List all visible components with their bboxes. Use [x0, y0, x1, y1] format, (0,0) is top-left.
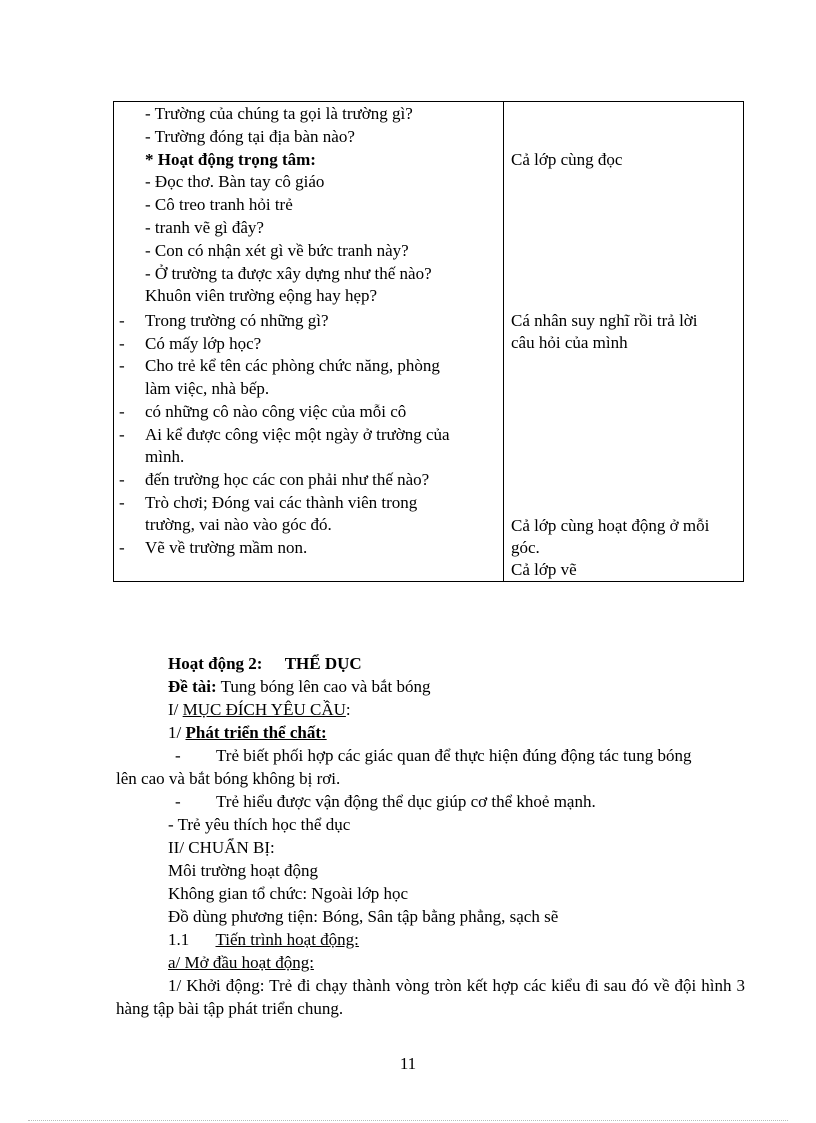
goal-title: MỤC ĐÍCH YÊU CẦU — [182, 700, 346, 719]
question-line: - Ở trường ta được xây dựng như thế nào? — [145, 263, 432, 283]
response-whole-class-read: Cả lớp cùng đọc — [511, 150, 623, 169]
warmup-paragraph: 1/ Khởi động: Trẻ đi chạy thành vòng tròn kết hợp các kiểu đi sau đó về đội hình 3 hàng tập bài tập phát triển chung. — [116, 976, 745, 1018]
topic-label: Đề tài: — [168, 677, 217, 696]
response-individual-1: Cá nhân suy nghĩ rồi trả lời — [511, 311, 698, 330]
question-line: - tranh vẽ gì đây? — [145, 218, 264, 237]
question-line: - Cô treo tranh hỏi trẻ — [145, 195, 293, 215]
goal-prefix: I/ — [168, 700, 183, 719]
bullet-text: Cho trẻ kể tên các phòng chức năng, phòng — [145, 356, 440, 376]
topic-value: Tung bóng lên cao và bắt bóng — [216, 677, 431, 696]
response-corner-2: góc. — [511, 538, 540, 557]
bullet-text: Ai kể được công việc một ngày ở trường của — [145, 424, 450, 444]
bullet1-continuation: lên cao và bắt bóng không bị rơi. — [116, 769, 341, 788]
bullet3-text: - Trẻ yêu thích học thể dục — [168, 815, 351, 834]
bullet-text: Trong trường có những gì? — [145, 311, 329, 330]
bullet2-text: Trẻ hiểu được vận động thể dục giúp cơ thể khoẻ mạnh. — [216, 792, 596, 811]
bullet-text: có những cô nào công việc của mỗi cô — [145, 401, 407, 421]
goal-suffix: : — [345, 700, 351, 719]
bullet-text: Trò chơi; Đóng vai các thành viên trong — [145, 492, 418, 512]
bullet-text: trường, vai nào vào góc đó. — [145, 515, 332, 535]
bullet-dash: - — [119, 356, 125, 376]
response-draw: Cả lớp vẽ — [511, 560, 577, 579]
bullet-dash: - — [119, 538, 125, 557]
process-heading — [168, 929, 359, 951]
bullet-dash: - — [119, 469, 125, 489]
activity-label: Hoạt động 2: — [168, 654, 263, 673]
goal-heading — [168, 699, 351, 721]
question-line: - Trường của chúng ta gọi là trường gì? — [145, 104, 413, 123]
bullet-dash: - — [119, 492, 125, 512]
bullet-dash: - — [119, 333, 125, 353]
tools-text: Đồ dùng phương tiện: Bóng, Sân tập bằng phẳng, sạch sẽ — [168, 907, 559, 926]
physical-heading — [168, 722, 327, 744]
space-text: Không gian tổ chức: Ngoài lớp học — [168, 884, 409, 903]
page-number: 11 — [399, 1054, 417, 1073]
opening-title: a/ Mở đầu hoạt động: — [168, 953, 314, 972]
response-individual-2: câu hỏi của mình — [511, 333, 628, 352]
activity-name: THỂ DỤC — [284, 654, 362, 673]
question-line: - Con có nhận xét gì về bức tranh này? — [145, 240, 409, 260]
process-title: Tiến trình hoạt động: — [215, 930, 359, 949]
environment-text: Môi trường hoạt động — [168, 861, 318, 880]
bullet2-dash: - — [175, 792, 181, 811]
bullet-dash: - — [119, 401, 125, 421]
column-divider — [503, 102, 504, 581]
process-number: 1.1 — [168, 930, 190, 949]
question-line: - Trường đóng tại địa bàn nào? — [145, 126, 355, 146]
bullet1-dash: - — [175, 746, 181, 765]
bullet1-first-line: Trẻ biết phối hợp các giác quan để thực hiện đúng động tác tung bóng — [216, 746, 692, 765]
prep-heading: II/ CHUẨN BỊ: — [168, 838, 275, 857]
question-line: Khuôn viên trường eộng hay hẹp? — [145, 286, 378, 306]
footer-rule — [28, 1120, 788, 1121]
opening-heading — [168, 952, 314, 974]
question-line: * Hoạt động trọng tâm: — [145, 149, 316, 169]
activity-heading — [168, 653, 362, 675]
topic-line — [168, 676, 431, 698]
bullet-dash: - — [119, 424, 125, 444]
bullet-text: mình. — [145, 447, 185, 467]
bullet-text: Có mấy lớp học? — [145, 333, 262, 353]
question-line: - Đọc thơ. Bàn tay cô giáo — [145, 172, 325, 192]
bullet-dash: - — [119, 311, 125, 330]
physical-title: Phát triển thể chất: — [185, 723, 327, 742]
bullet-text: Vẽ về trường mầm non. — [145, 538, 308, 557]
bullet-text: đến trường học các con phải như thế nào? — [145, 469, 430, 489]
physical-prefix: 1/ — [168, 723, 186, 742]
response-corner-1: Cả lớp cùng hoạt động ở mỗi — [511, 516, 710, 535]
bullet-text: làm việc, nhà bếp. — [145, 379, 270, 399]
